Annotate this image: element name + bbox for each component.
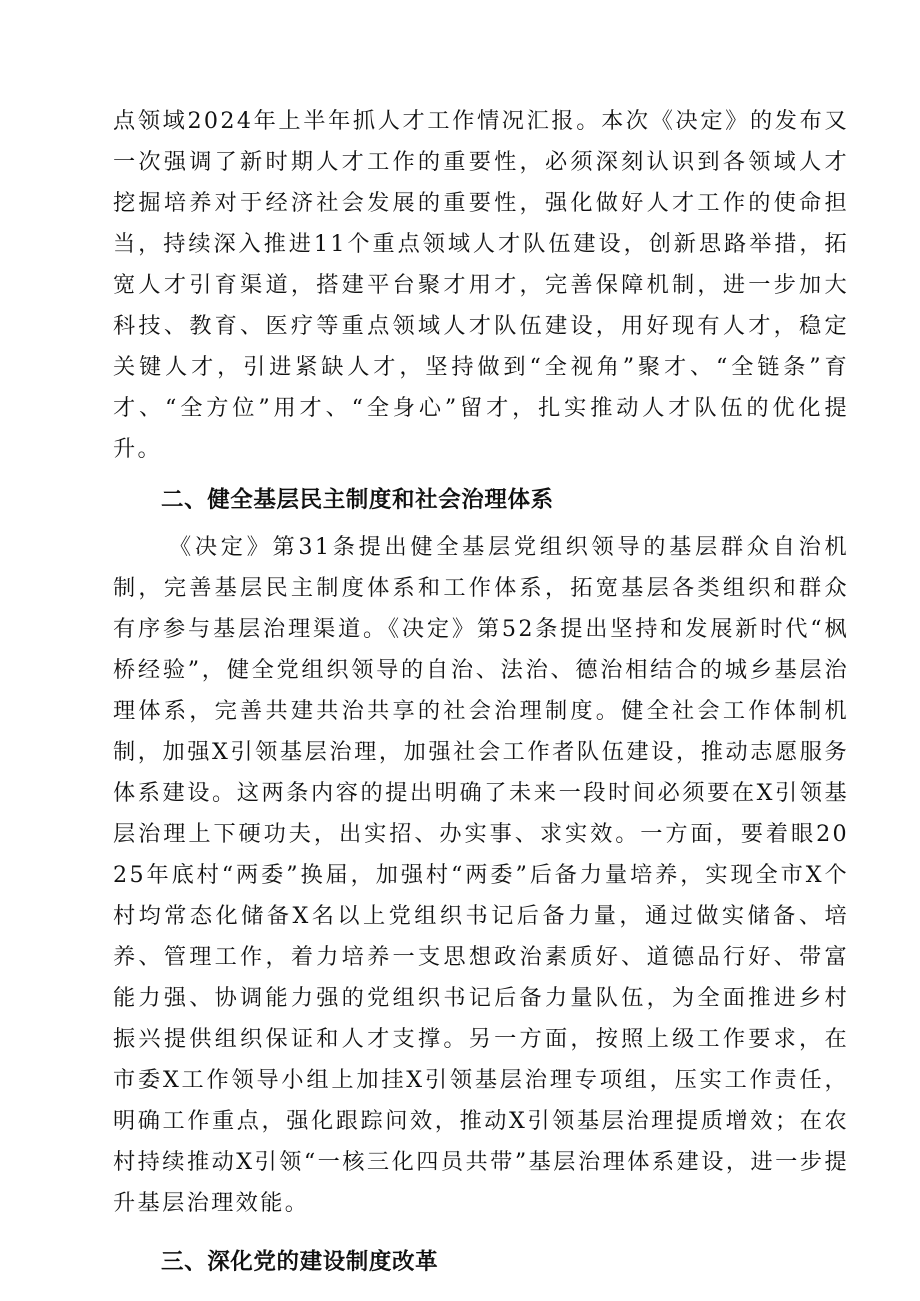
section-heading-2: 二、健全基层民主制度和社会治理体系 (161, 487, 554, 513)
paragraph-talent-work: 点领域2024年上半年抓人才工作情况汇报。本次《决定》的发布又一次强调了新时期人才工作的重要性，必须深刻认识到各领域人才挖掘培养对于经济社会发展的重要性，强化做好人才工作的使命担当，持续深入推进11个重点领域人才队伍建设，创新思路举措，拓宽人才引育渠道，搭建平台聚才用才，完善保障机制，进一步加大科技、教育、医疗等重点领域人才队伍建设，用好现有人才，稳定关键人才，引进紧缺人才，坚持做到“全视角”聚才、“全链条”育才、“全方位”用才、“全身心”留才，扎实推动人才队伍的优化提升。 (113, 108, 849, 462)
section-heading-3: 三、深化党的建设制度改革 (161, 1249, 439, 1275)
paragraph-grassroots-governance: 《决定》第31条提出健全基层党组织领导的基层群众自治机制，完善基层民主制度体系和工作体系，拓宽基层各类组织和群众有序参与基层治理渠道。《决定》第52条提出坚持和发展新时代“枫桥经验”，健全党组织领导的自治、法治、德治相结合的城乡基层治理体系，完善共建共治共享的社会治理制度。健全社会工作体制机制，加强X引领基层治理，加强社会工作者队伍建设，推动志愿服务体系建设。这两条内容的提出明确了未来一段时间必须要在X引领基层治理上下硬功夫，出实招、办实事、求实效。一方面，要着眼2025年底村“两委”换届，加强村“两委”后备力量培养，实现全市X个村均常态化储备X名以上党组织书记后备力量，通过做实储备、培养、管理工作，着力培养一支思想政治素质好、道德品行好、带富能力强、协调能力强的党组织书记后备力量队伍，为全面推进乡村振兴提供组织保证和人才支撑。另一方面，按照上级工作要求，在市委X工作领导小组上加挂X引领基层治理专项组，压实工作责任，明确工作重点，强化跟踪问效，推动X引领基层治理提质增效；在农村持续推动X引领“一核三化四员共带”基层治理体系建设，进一步提升基层治理效能。 (113, 534, 849, 1216)
document-body (113, 101, 849, 1283)
